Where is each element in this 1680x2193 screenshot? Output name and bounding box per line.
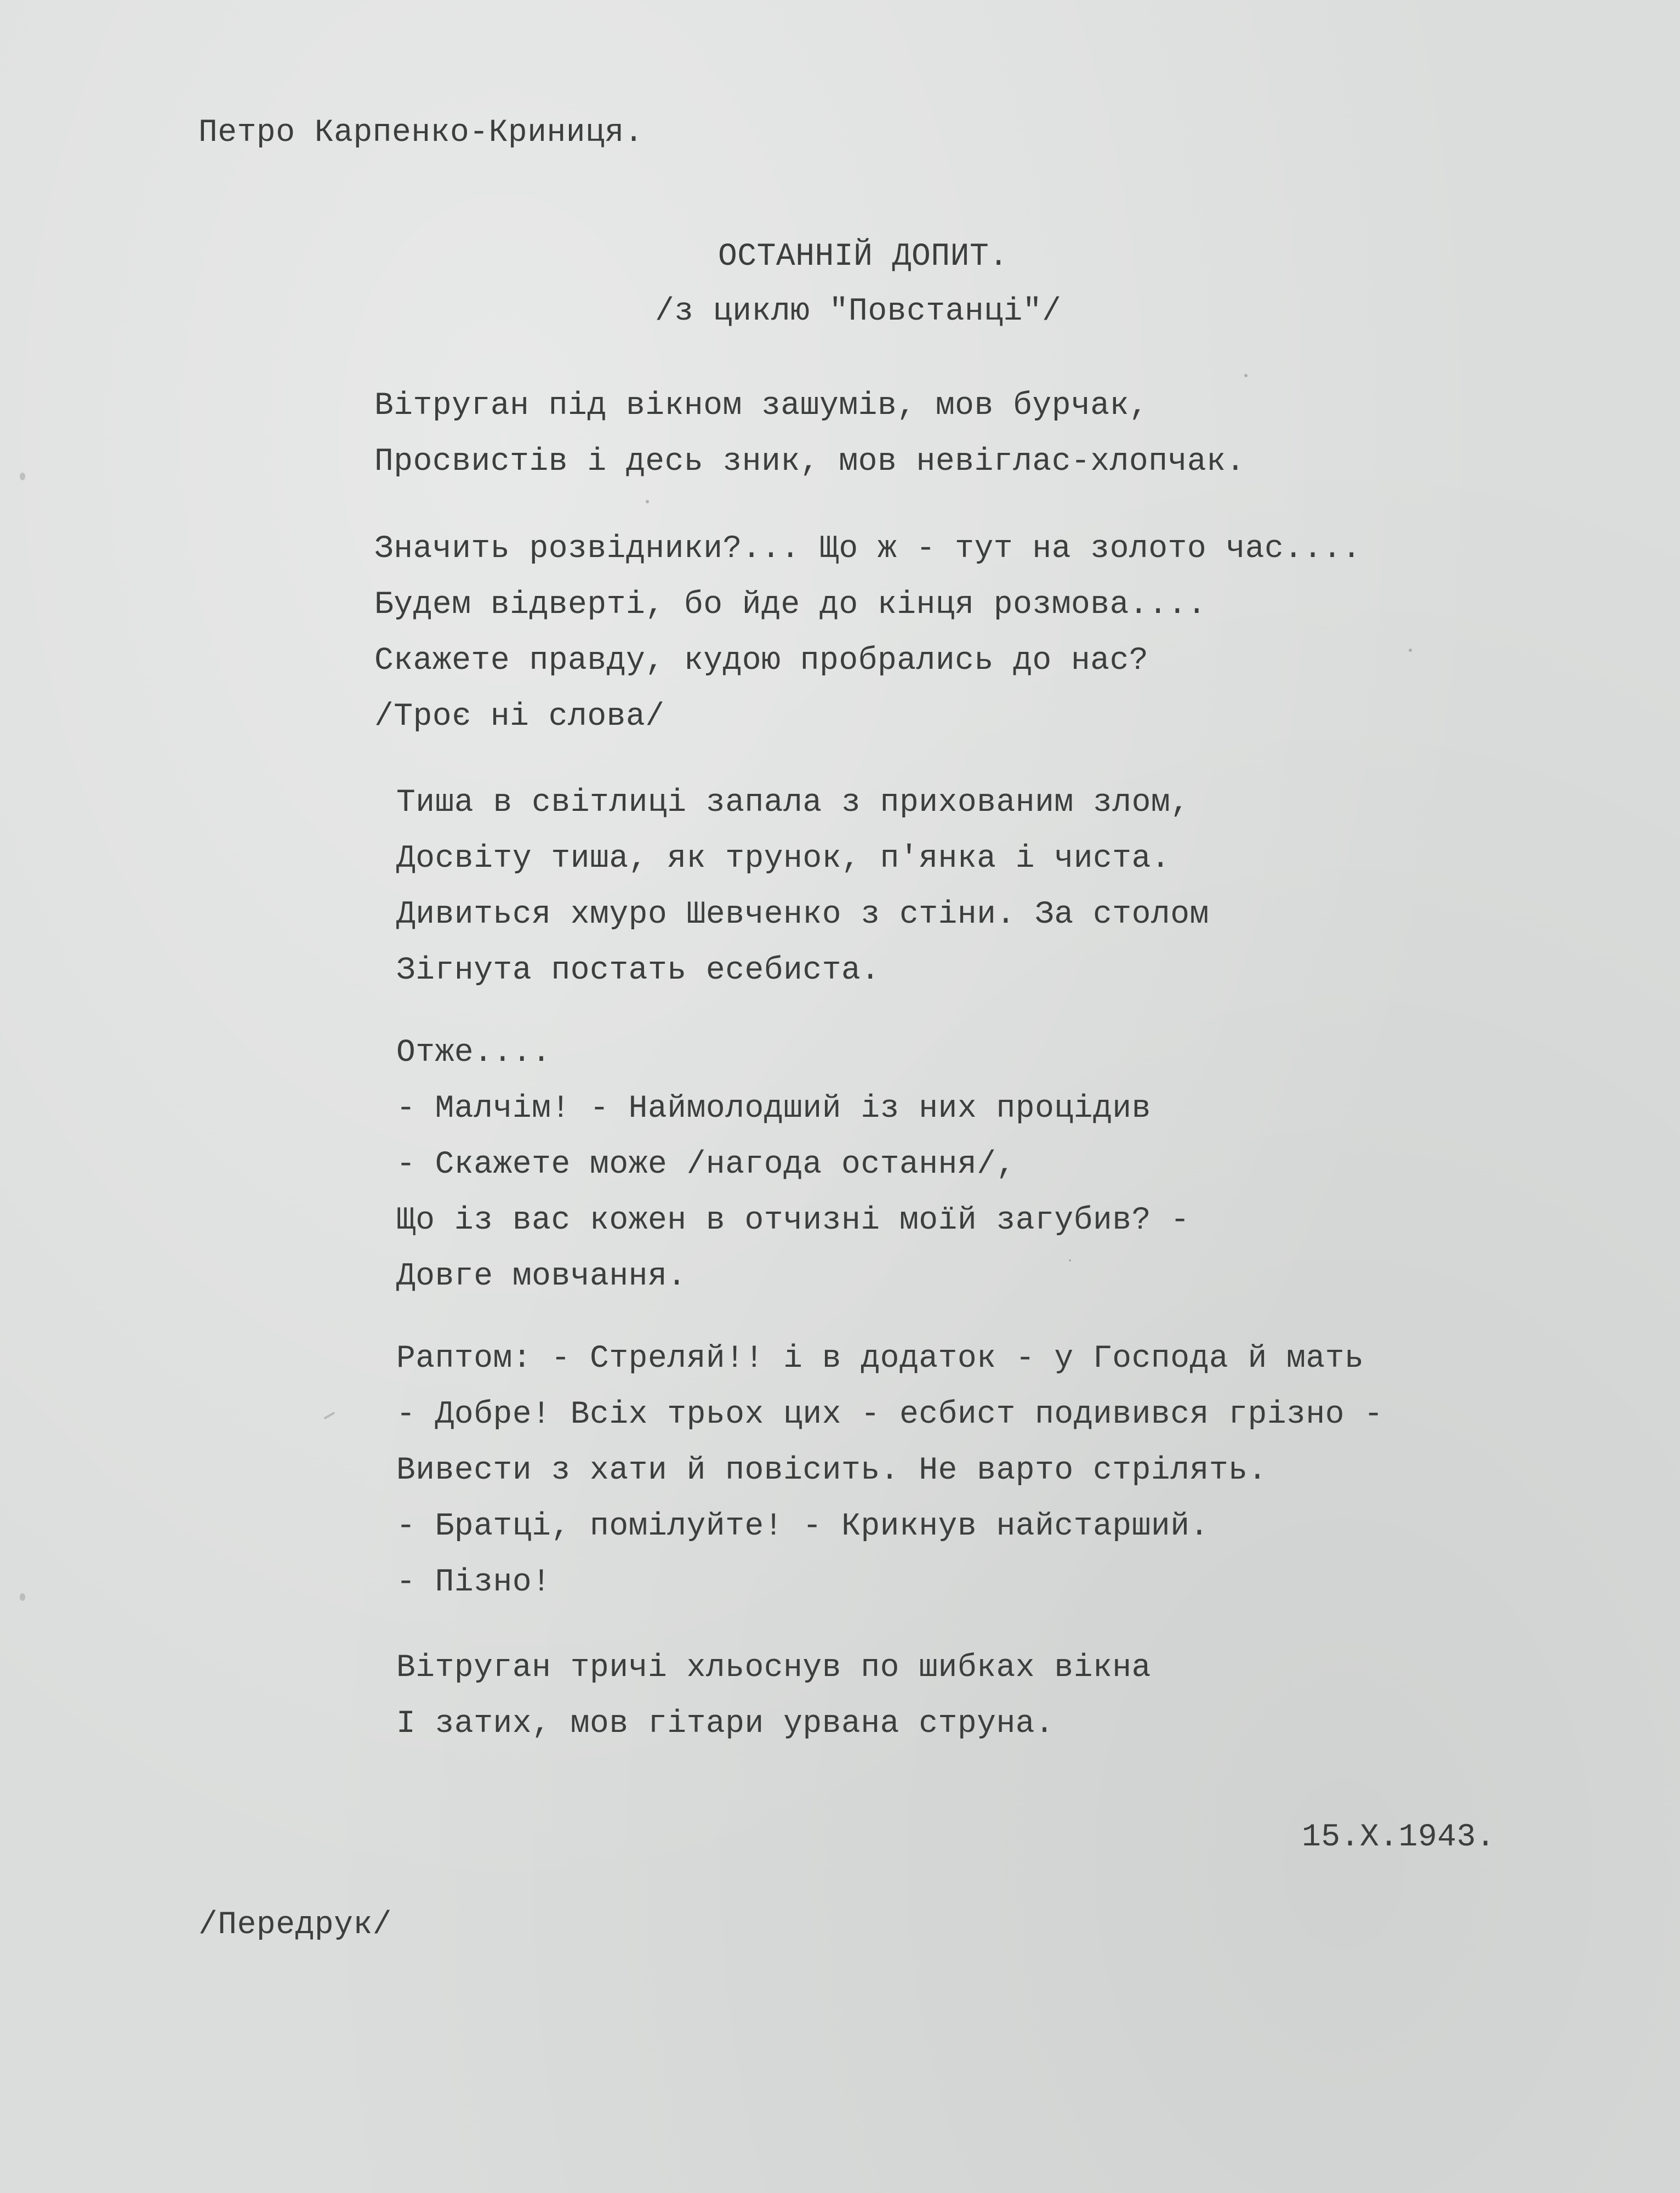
- poem-line: Зігнута постать есебиста.: [396, 953, 880, 988]
- poem-line: Значить розвідники?... Що ж - тут на золото час....: [374, 531, 1362, 567]
- poem-line: - Малчім! - Наймолодший із них процідив: [396, 1091, 1151, 1127]
- poem-line: Тиша в світлиці запала з прихованим злом,: [396, 785, 1190, 821]
- poem-line: Що із вас кожен в отчизні моїй загубив? -: [396, 1203, 1190, 1238]
- poem-line: Просвистів і десь зник, мов невіглас-хлопчак.: [374, 444, 1245, 480]
- paper-speck: [323, 1412, 335, 1419]
- poem-line: /Троє ні слова/: [374, 699, 665, 735]
- paper-speck: [1069, 1259, 1071, 1262]
- poem-line: Дивиться хмуро Шевченко з стіни. За столом: [396, 897, 1209, 933]
- stanza-5: [396, 1343, 1383, 1623]
- poem-line: Досвіту тиша, як трунок, п'янка і чиста.: [396, 841, 1171, 877]
- poem-line: Скажете правду, кудою пробрались до нас?: [374, 643, 1149, 679]
- stanza-6: [396, 1652, 1151, 1764]
- poem-line: - Добре! Всіх трьох цих - есбист подивився грізно -: [396, 1397, 1383, 1433]
- poem-line: І затих, мов гітари урвана струна.: [396, 1706, 1055, 1742]
- poem-line: Вітруган тричі хльоснув по шибках вікна: [396, 1650, 1151, 1686]
- poem-line: Довге мовчання.: [396, 1259, 687, 1294]
- paper-speck: [20, 1593, 25, 1601]
- paper-speck: [1409, 649, 1412, 652]
- stanza-3: [396, 787, 1209, 1011]
- poem-line: Вивести з хати й повісить. Не варто стрілять.: [396, 1453, 1267, 1488]
- paper-speck: [646, 500, 649, 503]
- poem-title: ОСТАННІЙ ДОПИТ.: [718, 239, 1009, 275]
- poem-line: - Братці, помілуйте! - Крикнув найстарший.: [396, 1509, 1209, 1544]
- author-name: Петро Карпенко-Криниця.: [198, 115, 644, 151]
- stanza-4: [396, 1037, 1190, 1317]
- stanza-1: [374, 390, 1245, 502]
- reprint-note: /Передрук/: [198, 1907, 392, 1943]
- poem-date: 15.X.1943.: [1302, 1820, 1496, 1855]
- poem-line: Отже....: [396, 1035, 551, 1071]
- poem-line: Будем відверті, бо йде до кінця розмова....: [374, 587, 1207, 623]
- poem-subtitle: /з циклю "Повстанці"/: [655, 294, 1062, 329]
- poem-line: Раптом: - Стреляй!! і в додаток - у Господа й мать: [396, 1341, 1364, 1377]
- poem-line: - Пізно!: [396, 1565, 551, 1600]
- poem-line: Вітруган під вікном зашумів, мов бурчак,: [374, 388, 1149, 424]
- paper-speck: [1244, 374, 1248, 377]
- stanza-2: [374, 533, 1362, 757]
- paper-speck: [20, 473, 25, 480]
- poem-line: - Скажете може /нагода остання/,: [396, 1147, 1016, 1183]
